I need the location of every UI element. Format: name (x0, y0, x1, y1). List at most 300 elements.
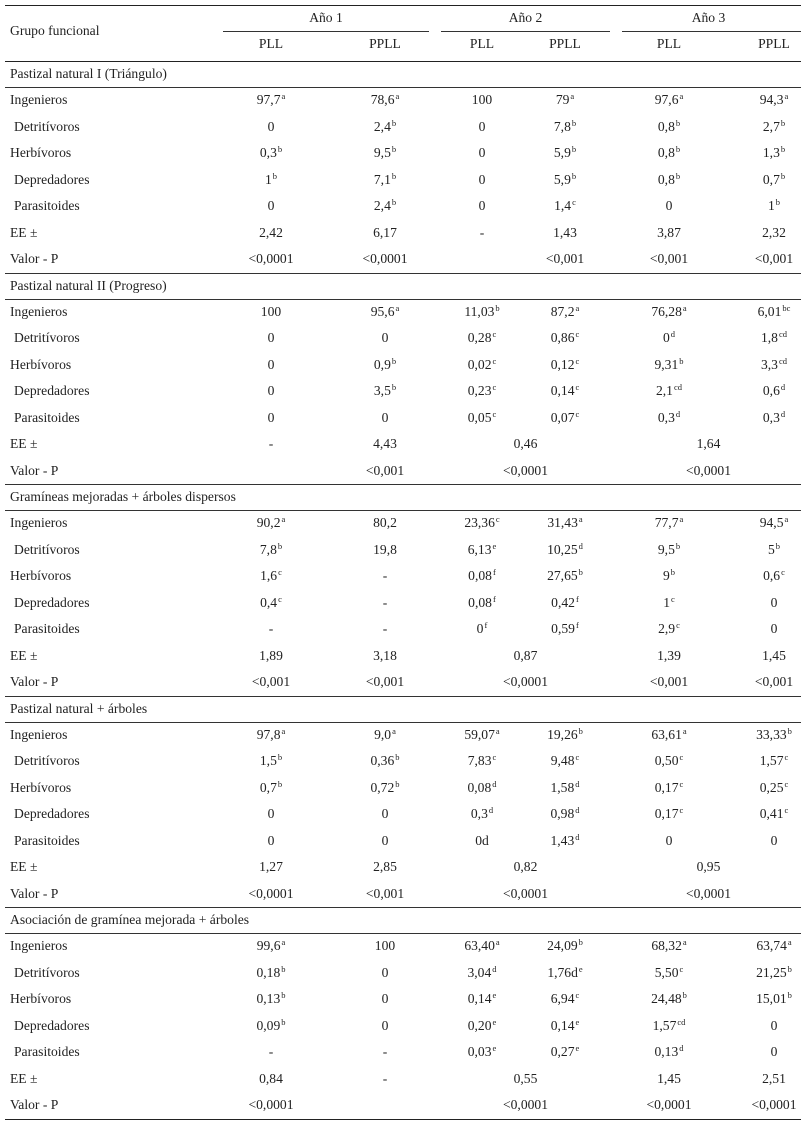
cell-value: 0,6 (762, 383, 780, 398)
subcol-header: PLL (258, 36, 284, 51)
cell-value: 0,50 (654, 753, 679, 768)
cell-value: 97,6 (654, 92, 679, 107)
cell-value: 0,9 (373, 356, 391, 372)
table-cell (211, 881, 331, 907)
cell-value: 0,7 (259, 779, 277, 795)
table-cell (515, 748, 615, 774)
table-cell (649, 431, 769, 457)
p-value-row (5, 1092, 801, 1118)
row-label: Herbívoros (10, 356, 72, 372)
cell-superscript: bc (782, 302, 791, 313)
section-title-row (5, 907, 801, 933)
row-label: Valor - P (10, 462, 59, 478)
table-cell (466, 458, 586, 484)
table-cell (221, 87, 321, 113)
table-cell (515, 801, 615, 827)
cell-value: 1,6 (260, 568, 278, 583)
cell-superscript: b (780, 144, 786, 154)
table-cell (724, 1013, 807, 1039)
subcol-header: PLL (469, 36, 495, 51)
cell-value: 95,6 (370, 303, 395, 319)
cell-value: 2,42 (259, 224, 283, 240)
cell-superscript: d (780, 382, 786, 392)
table-cell (325, 854, 445, 880)
table-cell (515, 114, 615, 140)
cell-value: 0,17 (654, 806, 679, 821)
table-cell (221, 722, 321, 748)
cell-superscript: c (575, 990, 580, 1000)
section-title: Asociación de gramínea mejorada + árboles (10, 912, 250, 927)
cell-value: 3,3 (760, 356, 778, 372)
table-cell (221, 801, 321, 827)
cell-value: <0,001 (649, 674, 689, 689)
cell-superscript: a (784, 91, 789, 101)
cell-superscript: a (682, 725, 687, 736)
table-cell (609, 1066, 729, 1092)
table-cell (515, 378, 615, 404)
row-label: Parasitoides (14, 409, 80, 425)
cell-value: 0,95 (696, 859, 721, 874)
cell-value: 76,28 (651, 303, 682, 319)
table-cell (724, 748, 807, 774)
cell-value: 0,4 (260, 594, 278, 610)
table-cell (335, 986, 435, 1012)
ee-row (5, 854, 801, 880)
table-cell (724, 590, 807, 616)
cell-superscript: b (391, 144, 397, 154)
table-cell (515, 193, 615, 219)
table-cell (211, 431, 331, 457)
cell-superscript: d (575, 778, 580, 789)
ee-row (5, 431, 801, 457)
table-cell (724, 986, 807, 1012)
table-cell (221, 510, 321, 536)
cell-superscript: c (679, 963, 684, 974)
cell-superscript: b (571, 170, 577, 181)
row-label: Depredadores (14, 171, 90, 187)
cell-superscript: c (492, 382, 497, 392)
cell-value: 1 (264, 171, 272, 187)
row-label: Depredadores (14, 1017, 90, 1033)
table-cell (724, 87, 807, 113)
cell-value: <0,001 (365, 674, 405, 689)
table-cell (335, 1039, 435, 1065)
table-cell (724, 537, 807, 563)
cell-value: 27,65 (547, 568, 578, 583)
table-cell (609, 1092, 729, 1118)
table-cell (724, 960, 807, 986)
table-cell (515, 510, 615, 536)
cell-value: 2,32 (762, 224, 786, 240)
cell-value: 21,25 (756, 964, 787, 980)
row-label: Detritívoros (14, 118, 80, 134)
cell-value: 0 (267, 118, 275, 134)
section-title-row (5, 61, 801, 87)
cell-value: 0 (478, 198, 486, 213)
table-row (5, 299, 801, 325)
cell-value: 0 (770, 594, 778, 610)
table-row (5, 616, 801, 642)
table-cell (619, 193, 719, 219)
table-cell (335, 405, 435, 431)
cell-value: - (268, 1044, 274, 1059)
cell-value: 6,94 (550, 991, 575, 1006)
table-cell (325, 1092, 445, 1118)
cell-value: 68,32 (651, 938, 682, 953)
cell-value: 5,9 (553, 171, 571, 187)
cell-value: - (382, 621, 388, 636)
cell-superscript: b (281, 963, 286, 974)
table-cell (515, 960, 615, 986)
table-cell (221, 775, 321, 801)
row-label: Herbívoros (10, 991, 72, 1006)
section-title-row (5, 696, 801, 722)
row-label: Detritívoros (14, 964, 80, 980)
table-cell (221, 1039, 321, 1065)
cell-value: <0,0001 (502, 674, 549, 689)
p-value-row (5, 669, 801, 695)
cell-value: 1,3 (762, 145, 780, 160)
cell-value: 59,07 (464, 726, 495, 742)
cell-superscript: b (780, 117, 786, 128)
cell-value: 9 (662, 568, 670, 583)
cell-value: 0,12 (550, 356, 575, 372)
cell-value: 0,8 (657, 118, 675, 134)
cell-superscript: b (787, 963, 792, 974)
table-cell (221, 325, 321, 351)
cell-superscript: b (682, 990, 687, 1000)
row-label: Depredadores (14, 594, 90, 610)
year-header: Año 1 (309, 10, 343, 25)
table-cell (335, 352, 435, 378)
table-cell (325, 1066, 445, 1092)
cell-superscript: e (575, 1016, 580, 1027)
cell-superscript: e (492, 540, 497, 551)
cell-superscript: c (575, 329, 580, 339)
table-cell (724, 352, 807, 378)
group-header-label: Grupo funcional (10, 23, 100, 38)
cell-superscript: a (392, 725, 396, 736)
row-label: Depredadores (14, 806, 90, 821)
cell-value: 0 (381, 832, 389, 848)
cell-value: 0 (770, 832, 778, 848)
cell-superscript: f (484, 620, 488, 630)
table-cell (515, 537, 615, 563)
section-title-row (5, 484, 801, 510)
cell-value: 2,4 (373, 118, 391, 134)
cell-superscript: c (278, 567, 282, 577)
cell-superscript: d (679, 1043, 684, 1053)
cell-superscript: c (575, 382, 580, 392)
cell-superscript: a (281, 937, 286, 947)
cell-value: 3,5 (373, 383, 391, 398)
table-cell (724, 801, 807, 827)
cell-superscript: b (571, 117, 577, 128)
table-cell (211, 246, 331, 272)
cell-superscript: a (682, 302, 687, 313)
cell-superscript: a (495, 725, 500, 736)
cell-value: 24,48 (651, 991, 682, 1006)
cell-superscript: b (281, 1016, 286, 1027)
table-cell (724, 193, 807, 219)
ee-row (5, 643, 801, 669)
cell-value: 80,2 (373, 515, 397, 530)
cell-value: 0 (665, 832, 673, 848)
cell-value: 0,87 (513, 647, 538, 663)
table-cell (335, 775, 435, 801)
table-cell (515, 775, 615, 801)
table-cell (724, 114, 807, 140)
table-cell (619, 986, 719, 1012)
cell-value: 0,3 (259, 145, 277, 160)
cell-value: 0,55 (513, 1070, 538, 1086)
table-cell (221, 1013, 321, 1039)
table-cell (221, 140, 321, 166)
table-row (5, 193, 801, 219)
cell-value: 0,28 (467, 330, 492, 345)
cell-value: 23,36 (464, 515, 495, 530)
table-cell (211, 1066, 331, 1092)
cell-superscript: d (578, 540, 583, 551)
cell-value: 0 (381, 806, 389, 821)
cell-superscript: c (575, 408, 580, 419)
cell-superscript: d (575, 805, 580, 815)
cell-value: 0,82 (513, 859, 538, 874)
table-cell (619, 590, 719, 616)
cell-superscript: b (277, 778, 283, 789)
table-cell (619, 1013, 719, 1039)
cell-value: 0 (770, 1044, 778, 1059)
cell-value: 0,17 (654, 779, 679, 795)
table-row (5, 87, 801, 113)
table-row (5, 801, 801, 827)
row-label: EE ± (10, 436, 38, 451)
table-cell (724, 325, 807, 351)
cell-value: 19,26 (547, 726, 578, 742)
cell-superscript: cd (778, 329, 788, 339)
table-cell (221, 352, 321, 378)
cell-value: 7,8 (259, 541, 277, 557)
cell-value: 5 (767, 541, 775, 557)
row-label: Herbívoros (10, 568, 72, 583)
table-cell (335, 537, 435, 563)
cell-superscript: a (495, 937, 500, 947)
cell-value: 1,57 (652, 1017, 677, 1033)
table-row (5, 775, 801, 801)
table-row (5, 828, 801, 854)
p-value-row (5, 881, 801, 907)
year-header: Año 3 (691, 10, 726, 25)
row-label: Valor - P (10, 251, 59, 266)
table-cell (466, 1066, 586, 1092)
table-row (5, 590, 801, 616)
cell-superscript: b (675, 117, 681, 128)
table-cell (325, 669, 445, 695)
table-row (5, 748, 801, 774)
cell-value: 0,18 (256, 964, 281, 980)
cell-value: 1 (767, 198, 775, 213)
cell-superscript: b (391, 355, 397, 366)
cell-value: 0 (665, 198, 673, 213)
cell-value: 78,6 (370, 92, 395, 107)
table-cell (505, 220, 625, 246)
cell-value: 2,9 (658, 621, 676, 636)
cell-value: 0 (267, 330, 275, 345)
cell-superscript: b (391, 117, 397, 128)
table-cell (335, 378, 435, 404)
table-cell (221, 986, 321, 1012)
table-cell (221, 563, 321, 589)
table-cell (515, 1013, 615, 1039)
cell-superscript: b (391, 382, 397, 392)
cell-value: 0,03 (467, 1044, 492, 1059)
table-cell (714, 220, 807, 246)
row-label: Valor - P (10, 885, 59, 901)
table-cell (335, 167, 435, 193)
table-cell (335, 828, 435, 854)
cell-superscript: cd (673, 382, 683, 392)
cell-value: 0,14 (550, 1017, 575, 1033)
cell-value: 100 (374, 938, 396, 953)
cell-superscript: c (679, 778, 684, 789)
cell-superscript: d (575, 831, 580, 842)
table-cell (649, 854, 769, 880)
cell-value: - (382, 1070, 388, 1086)
table-cell (515, 299, 615, 325)
row-label: Ingenieros (10, 726, 68, 742)
cell-superscript: c (575, 752, 580, 762)
row-label: Detritívoros (14, 753, 80, 768)
cell-value: <0,0001 (751, 1097, 797, 1112)
table-row (5, 114, 801, 140)
cell-superscript: b (277, 144, 283, 154)
cell-superscript: b (578, 725, 583, 736)
cell-superscript: c (784, 778, 789, 789)
table-cell (335, 933, 435, 959)
cell-value: 1,89 (259, 647, 283, 663)
cell-superscript: d (488, 805, 494, 815)
table-cell (619, 801, 719, 827)
cell-value: 5,50 (654, 964, 679, 980)
cell-value: 0 (381, 1017, 389, 1033)
table-cell (619, 378, 719, 404)
table-cell (335, 114, 435, 140)
cell-superscript: f (575, 593, 579, 604)
cell-value: 0 (267, 198, 275, 213)
cell-value: 0,23 (467, 383, 492, 398)
cell-value: 1,5 (259, 753, 277, 768)
cell-value: 0d (475, 832, 489, 848)
cell-value: 1,57 (759, 753, 784, 768)
row-label: Valor - P (10, 1097, 59, 1112)
cell-superscript: c (492, 329, 497, 339)
cell-superscript: e (492, 990, 497, 1000)
table-cell (724, 405, 807, 431)
table-cell (619, 87, 719, 113)
table-cell (221, 167, 321, 193)
table-cell (466, 854, 586, 880)
table-cell (325, 458, 445, 484)
cell-superscript: b (787, 990, 792, 1000)
table-cell (211, 1092, 331, 1118)
table-row (5, 510, 801, 536)
table-row (5, 405, 801, 431)
cell-superscript: a (395, 302, 400, 313)
cell-superscript: c (784, 752, 789, 762)
table-cell (609, 246, 729, 272)
cell-value: <0,001 (649, 251, 689, 266)
cell-superscript: c (572, 197, 576, 207)
table-cell (221, 193, 321, 219)
table-cell (619, 405, 719, 431)
table-cell (515, 140, 615, 166)
cell-value: 6,17 (373, 224, 397, 240)
table-cell (619, 140, 719, 166)
cell-value: 1,4 (554, 198, 572, 213)
row-label: Parasitoides (14, 621, 80, 636)
cell-superscript: b (775, 540, 781, 551)
cell-value: 0,72 (370, 779, 395, 795)
row-label: Ingenieros (10, 92, 68, 107)
table-cell (714, 1066, 807, 1092)
cell-value: 0,3 (657, 409, 675, 425)
table-cell (515, 933, 615, 959)
cell-value: 0 (478, 171, 486, 187)
cell-superscript: e (578, 963, 583, 974)
table-cell (515, 828, 615, 854)
cell-superscript: c (679, 805, 684, 815)
cell-superscript: b (277, 752, 283, 762)
cell-value: - (268, 621, 274, 636)
table-row (5, 1013, 801, 1039)
cell-value: <0,001 (365, 885, 405, 901)
cell-superscript: d (492, 963, 497, 974)
table-row (5, 960, 801, 986)
cell-value: <0,001 (754, 674, 794, 689)
table-cell (609, 643, 729, 669)
table-cell (619, 114, 719, 140)
year-header: Año 2 (508, 10, 543, 25)
cell-value: 1,76d (547, 964, 578, 980)
cell-superscript: f (492, 593, 496, 604)
cell-value: 0,25 (759, 779, 784, 795)
row-label: EE ± (10, 224, 38, 240)
table-cell (724, 299, 807, 325)
cell-value: <0,0001 (502, 462, 549, 478)
cell-value: 15,01 (756, 991, 787, 1006)
cell-value: 9,5 (657, 541, 675, 557)
row-label: Herbívoros (10, 145, 72, 160)
cell-value: 7,83 (467, 753, 492, 768)
table-cell (609, 669, 729, 695)
cell-superscript: b (395, 752, 400, 762)
table-cell (515, 405, 615, 431)
table-row (5, 378, 801, 404)
table-cell (335, 140, 435, 166)
cell-value: 3,18 (373, 647, 397, 663)
cell-superscript: b (675, 170, 681, 181)
cell-value: <0,0001 (248, 885, 294, 901)
cell-superscript: cd (778, 355, 788, 366)
cell-superscript: e (492, 1016, 497, 1027)
row-label: EE ± (10, 647, 38, 663)
cell-value: 0,7 (762, 171, 780, 187)
table-cell (335, 722, 435, 748)
cell-value: 0,8 (657, 145, 675, 160)
cell-value: 0,02 (467, 356, 492, 372)
table-cell (619, 563, 719, 589)
cell-superscript: b (281, 990, 286, 1000)
